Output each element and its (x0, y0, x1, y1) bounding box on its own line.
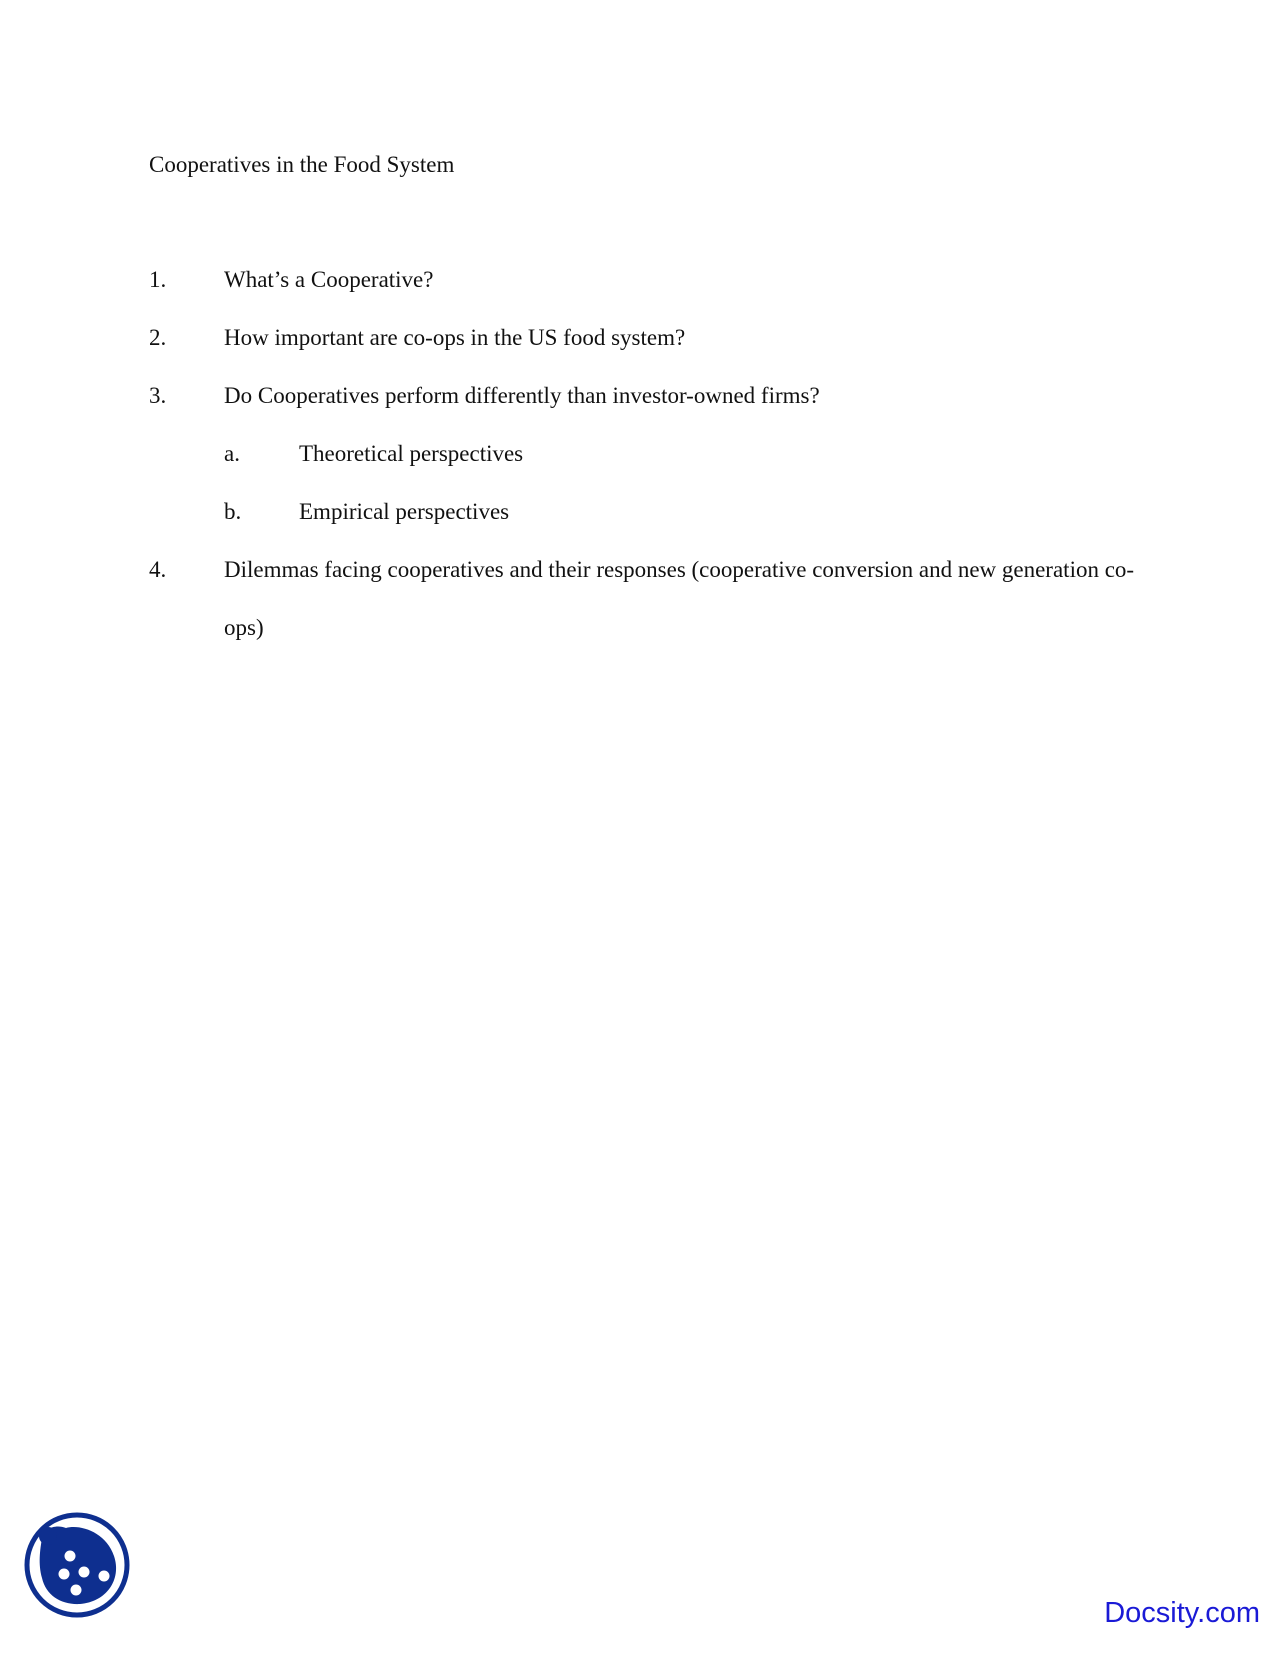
docsity-logo-icon (22, 1510, 132, 1620)
list-marker: 3. (149, 383, 167, 408)
list-item-4 (149, 555, 1149, 671)
list-item-3 (149, 381, 1149, 439)
list-item-text: Dilemmas facing cooperatives and their responses (cooperative conversion and new generation co-ops) (224, 557, 1135, 640)
list-item-text: Do Cooperatives perform differently than investor-owned firms? (224, 383, 820, 408)
list-item-text: What’s a Cooperative? (224, 267, 434, 292)
sub-marker: a. (224, 441, 240, 466)
sub-item-text: Empirical perspectives (299, 499, 510, 524)
page-title: Cooperatives in the Food System (149, 152, 455, 177)
sub-marker: b. (224, 499, 242, 524)
docsity-brand-link[interactable]: Docsity.com (1104, 1597, 1260, 1629)
sub-item-a (149, 439, 1149, 497)
outline-list (149, 265, 1149, 671)
list-item-text: How important are co-ops in the US food system? (224, 325, 686, 350)
list-marker: 2. (149, 325, 167, 350)
list-marker: 1. (149, 267, 167, 292)
list-marker: 4. (149, 557, 167, 582)
sub-item-text: Theoretical perspectives (299, 441, 524, 466)
